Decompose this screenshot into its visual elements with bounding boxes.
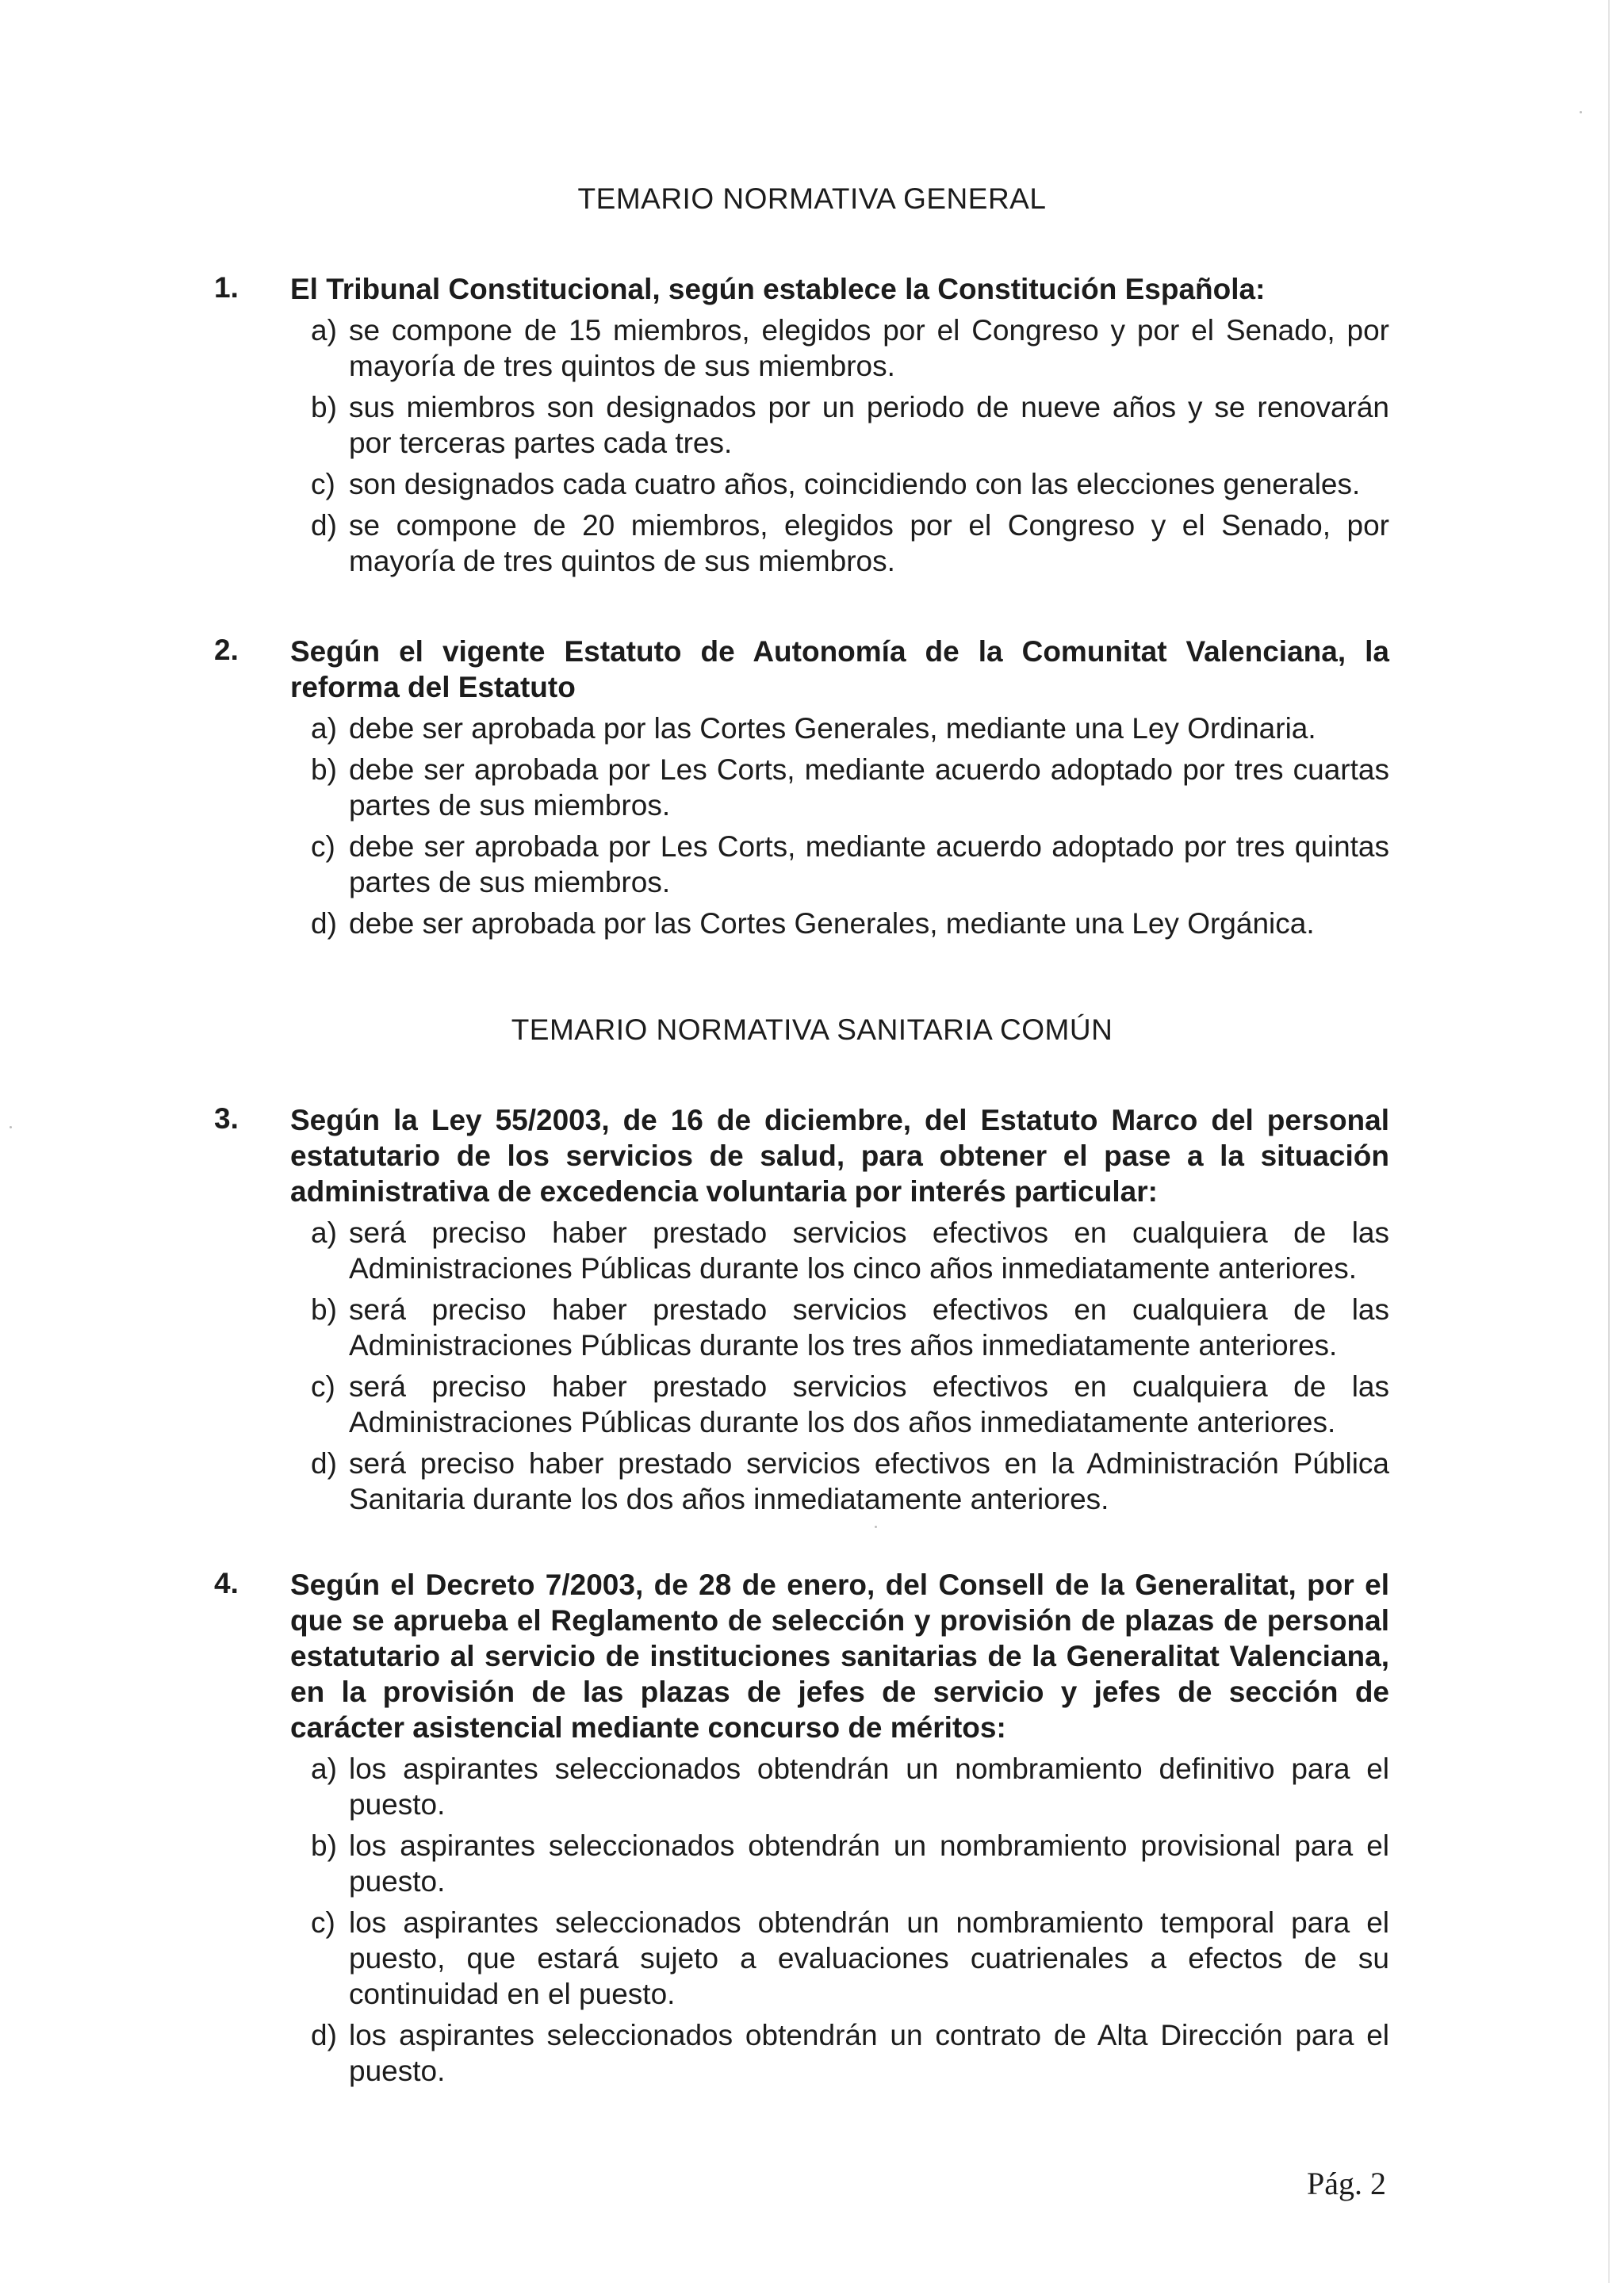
question-stem: Según el Decreto 7/2003, de 28 de enero, del Consell de la Generalitat, por el que se aprueba el Reglamento de selección y provisión de plazas de personal estatutario al servicio de instituciones sanitarias de la Generalitat Valenciana, en la provisión de las plazas de jefes de servicio y jefes de sección de carácter asistencial mediante concurso de méritos: (290, 1569, 1389, 1744)
scan-speck (875, 1526, 877, 1528)
option-c (311, 829, 1389, 900)
option-letter: b) (311, 1829, 337, 1862)
scan-speck (10, 1126, 12, 1128)
option-letter: c) (311, 830, 335, 863)
option-a (311, 1215, 1389, 1286)
option-letter: c) (311, 468, 335, 500)
option-text: los aspirantes seleccionados obtendrán un nombramiento definitivo para el puesto. (349, 1752, 1389, 1821)
scan-speck (1580, 111, 1582, 113)
option-b (311, 1292, 1389, 1363)
question-number: 4. (214, 1567, 239, 1599)
option-d (311, 906, 1389, 941)
scan-edge (1608, 0, 1610, 2283)
option-text: los aspirantes seleccionados obtendrán un nombramiento provisional para el puesto. (349, 1829, 1389, 1898)
option-a (311, 312, 1389, 384)
question-number: 1. (214, 271, 239, 304)
option-d (311, 1446, 1389, 1517)
option-letter: b) (311, 753, 337, 786)
option-letter: a) (311, 712, 337, 745)
option-letter: c) (311, 1906, 335, 1939)
option-c (311, 1369, 1389, 1440)
section-title-sanitaria: TEMARIO NORMATIVA SANITARIA COMÚN (511, 1013, 1113, 1046)
option-text: será preciso haber prestado servicios efectivos en cualquiera de las Administraciones Públicas durante los cinco años inmediatamente anteriores. (349, 1216, 1389, 1285)
option-text: será preciso haber prestado servicios efectivos en la Administración Pública Sanitaria durante los dos años inmediatamente anteriores. (349, 1447, 1389, 1515)
option-letter: d) (311, 907, 337, 940)
section-title-general: TEMARIO NORMATIVA GENERAL (577, 182, 1047, 215)
option-text: debe ser aprobada por Les Corts, mediante acuerdo adoptado por tres quintas partes de sus miembros. (349, 830, 1389, 898)
option-a (311, 711, 1389, 746)
question-number: 2. (214, 634, 239, 666)
question-stem: Según el vigente Estatuto de Autonomía de la Comunitat Valenciana, la reforma del Estatuto (290, 635, 1389, 703)
option-text: se compone de 20 miembros, elegidos por el Congreso y el Senado, por mayoría de tres quintos de sus miembros. (349, 509, 1389, 577)
option-d (311, 2017, 1389, 2089)
question-stem: Según la Ley 55/2003, de 16 de diciembre, del Estatuto Marco del personal estatutario de los servicios de salud, para obtener el pase a la situación administrativa de excedencia voluntaria por interés particular: (290, 1104, 1389, 1208)
option-text: son designados cada cuatro años, coincidiendo con las elecciones generales. (349, 468, 1361, 500)
option-letter: d) (311, 509, 337, 542)
option-text: debe ser aprobada por las Cortes Generales, mediante una Ley Ordinaria. (349, 712, 1316, 745)
option-letter: a) (311, 1752, 337, 1785)
page-number: Pág. 2 (1307, 2166, 1386, 2201)
option-letter: a) (311, 1216, 337, 1249)
option-text: los aspirantes seleccionados obtendrán un nombramiento temporal para el puesto, que estará sujeto a evaluaciones cuatrienales a efectos de su continuidad en el puesto. (349, 1906, 1389, 2010)
option-a (311, 1751, 1389, 1822)
question-number: 3. (214, 1102, 239, 1135)
option-text: sus miembros son designados por un periodo de nueve años y se renovarán por terceras partes cada tres. (349, 391, 1389, 459)
option-letter: b) (311, 391, 337, 423)
option-text: será preciso haber prestado servicios efectivos en cualquiera de las Administraciones Públicas durante los dos años inmediatamente anteriores. (349, 1370, 1389, 1438)
option-text: debe ser aprobada por las Cortes Generales, mediante una Ley Orgánica. (349, 907, 1315, 940)
option-b (311, 1828, 1389, 1899)
option-letter: d) (311, 1447, 337, 1480)
option-letter: b) (311, 1293, 337, 1326)
option-letter: d) (311, 2019, 337, 2051)
option-letter: c) (311, 1370, 335, 1403)
option-b (311, 389, 1389, 461)
option-text: debe ser aprobada por Les Corts, mediante acuerdo adoptado por tres cuartas partes de sus miembros. (349, 753, 1389, 822)
option-b (311, 752, 1389, 823)
option-text: será preciso haber prestado servicios efectivos en cualquiera de las Administraciones Públicas durante los tres años inmediatamente anteriores. (349, 1293, 1389, 1362)
option-letter: a) (311, 314, 337, 347)
option-text: los aspirantes seleccionados obtendrán un contrato de Alta Dirección para el puesto. (349, 2019, 1389, 2087)
question-stem: El Tribunal Constitucional, según establece la Constitución Española: (290, 273, 1266, 305)
option-c (311, 1905, 1389, 2012)
option-c (311, 466, 1389, 502)
option-text: se compone de 15 miembros, elegidos por el Congreso y por el Senado, por mayoría de tres quintos de sus miembros. (349, 314, 1389, 382)
option-d (311, 508, 1389, 579)
